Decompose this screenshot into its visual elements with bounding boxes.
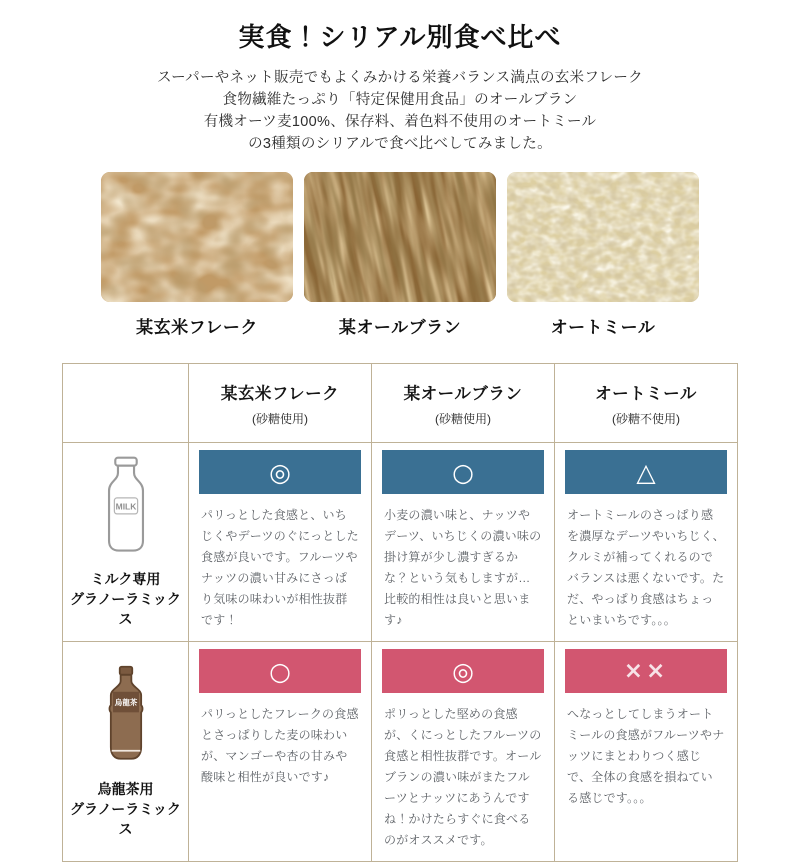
oolong-tea-bottle-icon [97, 665, 155, 770]
cereal-caption-allbran: 某オールブラン [338, 318, 462, 337]
cereal-oatmeal [507, 172, 699, 338]
cell-milk-genmai [189, 443, 372, 642]
all-bran-sticks-photo [304, 172, 496, 302]
rating-badge: ◎ [199, 450, 361, 494]
oolong-bottle-text: 烏龍茶 [114, 697, 137, 707]
table-header-row [63, 364, 738, 443]
row-label-milk: ミルク専用 グラノーラミックス [70, 571, 181, 627]
rating-comment: 小麦の濃い味と、ナッツやデーツ、いちじくの濃い味の掛け算が少し濃すぎるかな？という気もしますが…比較的相性は良いと思います♪ [384, 508, 542, 627]
cereal-all-bran [304, 172, 496, 338]
cell-milk-oatmeal [555, 443, 738, 642]
column-header-allbran [372, 364, 555, 443]
rating-comment: パリっとした食感と、いちじくやデーツのぐにっとした食感が良いです。フルーツやナッツの濃い甘みにさっぱり気味の味わいが相性抜群です！ [201, 508, 359, 627]
intro-line: スーパーやネット販売でもよくみかける栄養バランス満点の玄米フレーク [157, 70, 643, 86]
rolled-oats-photo [507, 172, 699, 302]
rating-comment: パリっとしたフレークの食感とさっぱりした麦の味わいが、マンゴーや杏の甘みや酸味と相性が良いです♪ [201, 707, 359, 784]
intro-text [0, 67, 800, 155]
row-header-oolong [63, 642, 189, 862]
intro-line: 有機オーツ麦100%、保存料、着色料不使用のオートミール [203, 114, 597, 130]
intro-line: 食物繊維たっぷり「特定保健用食品」のオールブラン [222, 92, 578, 108]
column-title: 某玄米フレーク [220, 384, 340, 403]
column-title: 某オールブラン [403, 384, 523, 403]
rating-badge: ◎ [382, 649, 544, 693]
rating-badge: ○ [199, 649, 361, 693]
comparison-table [62, 363, 738, 862]
cell-milk-allbran [372, 443, 555, 642]
cereal-caption-oatmeal: オートミール [550, 318, 656, 337]
row-header-milk [63, 443, 189, 642]
table-row-oolong-granola [63, 642, 738, 862]
cell-oolong-oatmeal [555, 642, 738, 862]
corner-cell [63, 364, 189, 443]
column-header-oatmeal [555, 364, 738, 443]
intro-line: の3種類のシリアルで食べ比べしてみました。 [248, 136, 552, 152]
column-header-genmai [189, 364, 372, 443]
column-subtitle: (砂糖不使用) [612, 411, 680, 426]
rating-badge: ○ [382, 450, 544, 494]
milk-bottle-icon [97, 455, 155, 560]
rating-badge: △ [565, 450, 727, 494]
page-title: 実食！シリアル別食べ比べ [238, 22, 562, 52]
cell-oolong-genmai [189, 642, 372, 862]
rating-comment: オートミールのさっぱり感を濃厚なデーツやいちじく、クルミが補ってくれるのでバランスは悪くないです。ただ、やっぱり食感はちょっといまいちです。。。 [567, 508, 725, 627]
table-row-milk-granola [63, 443, 738, 642]
rating-comment: ポリっとした堅めの食感が、くにっとしたフルーツの食感と相性抜群です。オールブランの濃い味がまたフルーツとナッツにあうんですね！かけたらすぐに食べるのがオススメです。 [384, 707, 542, 847]
cereal-photo-row [0, 172, 800, 338]
brown-rice-flakes-photo [101, 172, 293, 302]
column-subtitle: (砂糖使用) [435, 411, 491, 426]
column-title: オートミール [595, 384, 697, 403]
milk-bottle-text: MILK [115, 501, 136, 512]
cell-oolong-allbran [372, 642, 555, 862]
rating-badge: ×× [565, 649, 727, 693]
rating-comment: へなっとしてしまうオートミールの食感がフルーツやナッツにまとわりつく感じで、全体の食感を損ねている感じです。。。 [567, 707, 725, 805]
row-label-oolong: 烏龍茶用 グラノーラミックス [70, 780, 181, 837]
column-subtitle: (砂糖使用) [252, 411, 308, 426]
cereal-caption-genmai: 某玄米フレーク [136, 318, 258, 337]
cereal-genmai-flake [101, 172, 293, 338]
